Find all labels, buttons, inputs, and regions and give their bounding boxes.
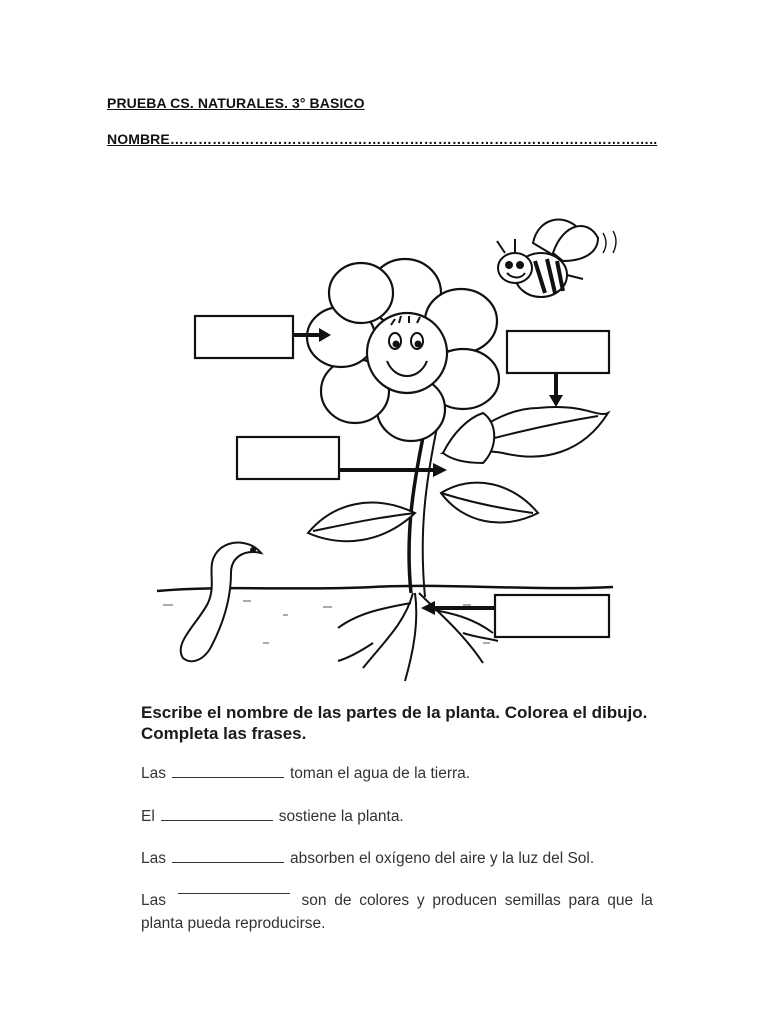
worm <box>181 543 261 662</box>
label-box-stem <box>237 437 339 479</box>
sentence-end: sostiene la planta. <box>278 808 404 825</box>
sentence-start: Las <box>141 892 166 909</box>
label-box-leaves <box>507 331 609 373</box>
answer-blank[interactable] <box>178 892 290 894</box>
sentence-word: semillas <box>504 892 561 909</box>
sentence-start: El <box>141 808 155 825</box>
label-box-flower <box>195 316 293 358</box>
plant-diagram <box>143 213 651 685</box>
answer-blank[interactable] <box>172 776 284 778</box>
sentence-word: la <box>640 892 653 909</box>
sentence-word: de <box>334 892 352 909</box>
sentence-word: y <box>416 892 425 909</box>
sentence-leaves <box>141 850 594 868</box>
instruction-line-2: Completa las frases. <box>141 724 307 743</box>
sentence-start: Las <box>141 850 166 867</box>
sentence-word: producen <box>432 892 498 909</box>
flower <box>307 259 499 441</box>
sentence-word: para <box>568 892 600 909</box>
sentence-word: que <box>607 892 634 909</box>
answer-blank[interactable] <box>161 819 273 821</box>
worksheet-title: PRUEBA CS. NATURALES. 3° BASICO <box>107 95 365 111</box>
label-box-roots <box>495 595 609 637</box>
instruction-line-1: Escribe el nombre de las partes de la planta. Colorea el dibujo. <box>141 703 648 722</box>
sentence-stem <box>141 808 404 826</box>
sentence-end: absorben el oxígeno del aire y la luz del Sol. <box>290 850 595 867</box>
bee <box>497 220 616 297</box>
sentence-word: son <box>301 892 327 909</box>
sentence-flowers <box>141 892 653 910</box>
sentence-word: colores <box>359 892 410 909</box>
leaves <box>308 407 608 541</box>
name-field-line[interactable]: NOMBRE………………………………………………………………………………………….. <box>107 131 658 147</box>
sentence-start: Las <box>141 765 166 782</box>
answer-blank[interactable] <box>172 861 284 863</box>
sentence-flowers-continuation: planta pueda reproducirse. <box>141 915 326 932</box>
sentence-end: toman el agua de la tierra. <box>290 765 471 782</box>
sentence-roots <box>141 765 470 783</box>
